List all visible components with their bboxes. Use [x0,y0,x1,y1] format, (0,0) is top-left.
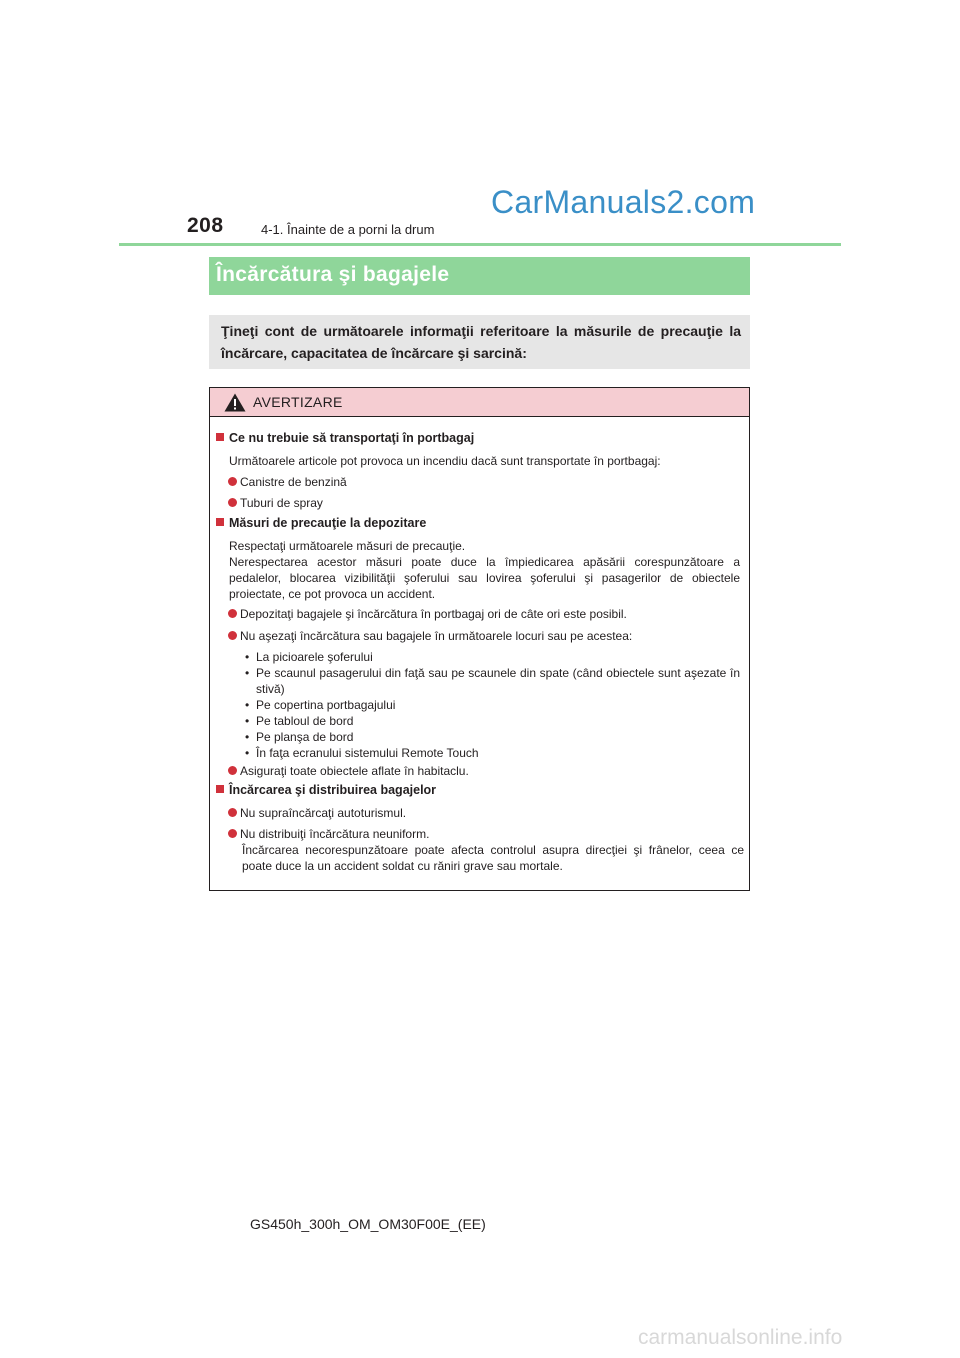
list-item-text: Nu distribuiţi încărcătura neuniform. [240,827,430,841]
section-heading-text: Ce nu trebuie să transportaţi în portbagaj [229,431,475,445]
sub-list-item-text: Pe copertina portbagajului [256,698,396,712]
list-item [228,826,429,842]
warning-triangle-icon [224,393,246,412]
sub-list-item: • Pe copertina portbagajului [245,698,396,712]
sub-list-item: • Pe scaunul pasagerului din faţă sau pe scaunele din spate (când obiectele sunt aşezate în stivă) [245,666,740,696]
intro-box [209,315,750,369]
sub-list-item-text: Pe scaunul pasagerului din faţă sau pe scaunele din spate (când obiectele sunt aşezate în stivă) [256,666,740,696]
section-title: 4-1. Înainte de a porni la drum [261,222,435,237]
section-body: Încărcarea necorespunzătoare poate afecta controlul asupra direcţiei şi frânelor, ceea ce poate duce la un accident soldat cu răniri grave sau mortale. [242,843,744,873]
list-item [228,628,632,644]
section-heading-trunk [216,431,474,445]
list-item-text: Nu supraîncărcaţi autoturismul. [240,806,407,820]
warning-box [209,387,750,891]
sub-list-item-text: La picioarele şoferului [256,650,373,664]
dot-bullet-icon [228,829,237,838]
dot-bullet-icon [228,477,237,486]
header-rule [119,243,841,246]
dot-bullet-icon [228,808,237,817]
sub-list-item: • Pe tabloul de bord [245,714,354,728]
list-item-text: Depozitaţi bagajele şi încărcătura în portbagaj ori de câte ori este posibil. [240,607,627,621]
list-item-text: Tuburi de spray [240,496,323,510]
sub-list-item-text: În faţa ecranului sistemului Remote Touch [256,746,479,760]
warning-header [210,388,749,417]
dot-bullet-icon [228,766,237,775]
list-item-text: Canistre de benzină [240,475,347,489]
sub-list-item-text: Pe planşa de bord [256,730,354,744]
list-item [228,805,406,821]
footer-model-code: GS450h_300h_OM_OM30F00E_(EE) [250,1216,486,1232]
list-item [228,606,627,622]
sub-list-item: • La picioarele şoferului [245,650,373,664]
section-body: Respectaţi următoarele măsuri de precauţie. [229,539,466,553]
dot-bullet-icon [228,609,237,618]
dot-bullet-icon [228,498,237,507]
list-item [228,763,469,779]
sub-list-item: • În faţa ecranului sistemului Remote Touch [245,746,479,760]
sub-list-item-text: Pe tabloul de bord [256,714,354,728]
square-bullet-icon [216,518,224,526]
section-heading-text: Măsuri de precauţie la depozitare [229,516,427,530]
list-item [228,495,323,511]
list-item-text: Asiguraţi toate obiectele aflate în habitaclu. [240,764,469,778]
sub-list-item: • Pe planşa de bord [245,730,354,744]
intro-text: Ţineţi cont de următoarele informaţii referitoare la măsurile de precauţie la încărcare, capacitatea de încărcare şi sarcină: [221,323,741,361]
list-item [228,474,347,490]
section-body: Următoarele articole pot provoca un incendiu dacă sunt transportate în portbagaj: [229,454,661,468]
watermark-bottom: carmanualsonline.info [638,1326,843,1349]
square-bullet-icon [216,433,224,441]
watermark-top: CarManuals2.com [491,184,756,220]
list-item-text: Nu aşezaţi încărcătura sau bagajele în următoarele locuri sau pe acestea: [240,629,633,643]
chapter-title: Încărcătura şi bagajele [216,263,450,286]
section-body: Nerespectarea acestor măsuri poate duce la împiedicarea apăsării corespunzătoare a pedalelor, blocarea vizibilităţii şoferului sau lovirea şoferului şi pasagerilor de obiectele proiectate, ce pot provoca un accident. [229,555,740,601]
dot-bullet-icon [228,631,237,640]
section-heading-loading [216,783,436,797]
square-bullet-icon [216,785,224,793]
chapter-banner [209,257,750,295]
section-heading-text: Încărcarea şi distribuirea bagajelor [229,783,437,797]
warning-title: AVERTIZARE [253,394,343,410]
section-heading-storage [216,516,426,530]
page-number: 208 [187,214,224,237]
